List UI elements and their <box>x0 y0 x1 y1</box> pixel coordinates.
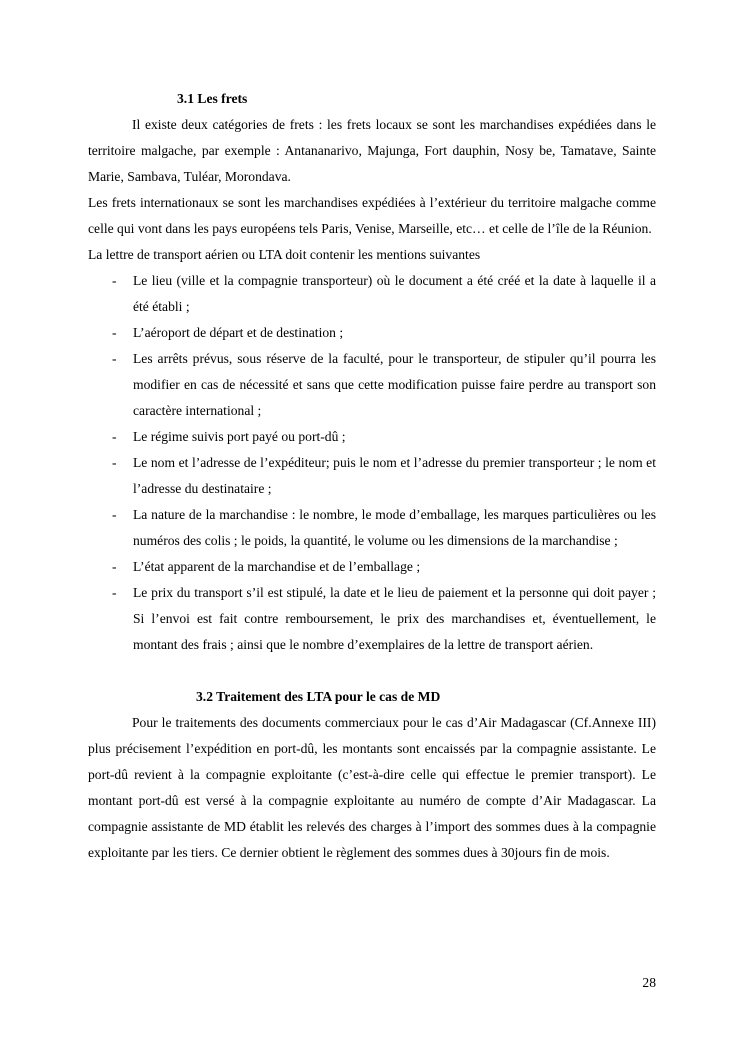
list-item-text: Le prix du transport s’il est stipulé, la date et le lieu de paiement et la personne qui doit payer ; Si l’envoi est fait contre remboursement, le prix des marchandises et, éventuellement, le montant des frais ; ainsi que le nombre d’exemplaires de la lettre de transport aérien. <box>133 585 656 652</box>
paragraph-frets-locaux: Il existe deux catégories de frets : les frets locaux se sont les marchandises expédiées dans le territoire malgache, par exemple : Antananarivo, Majunga, Fort dauphin, Nosy be, Tamatave, Sainte Marie, Sambava, Tuléar, Morondava. <box>88 117 656 184</box>
section-heading-traitement-lta: 3.2 Traitement des LTA pour le cas de MD <box>196 689 441 704</box>
bullet-dash: - <box>112 507 117 522</box>
list-item <box>88 346 656 424</box>
list-item-text: L’aéroport de départ et de destination ; <box>133 325 344 340</box>
bullet-dash: - <box>112 273 117 288</box>
list-item <box>88 450 656 502</box>
section-heading-frets: 3.1 Les frets <box>177 91 248 106</box>
list-item <box>88 554 656 580</box>
paragraph-lta-intro: La lettre de transport aérien ou LTA doit contenir les mentions suivantes <box>88 247 481 262</box>
bullet-dash: - <box>112 351 117 366</box>
paragraph-frets-internationaux: Les frets internationaux se sont les marchandises expédiées à l’extérieur du territoire malgache comme celle qui vont dans les pays européens tels Paris, Venise, Marseille, etc… et celle de l’île de la Réunion. <box>88 195 656 236</box>
bullet-dash: - <box>112 585 117 600</box>
list-item-text: Le nom et l’adresse de l’expéditeur; puis le nom et l’adresse du premier transporteur ; le nom et l’adresse du destinataire ; <box>133 455 656 496</box>
paragraph-traitement-lta: Pour le traitements des documents commerciaux pour le cas d’Air Madagascar (Cf.Annexe III) plus précisement l’expédition en port-dû, les montants sont encaissés par la compagnie assistante. Le port-dû revient à la compagnie exploitante (c’est-à-dire celle qui effectue le premier transport). Le montant port-dû est versé à la compagnie exploitante au numéro de compte d’Air Madagascar. La compagnie assistante de MD établit les relevés des charges à l’import des sommes dues à la compagnie exploitante par les tiers. Ce dernier obtient le règlement des sommes dues à 30jours fin de mois. <box>88 715 656 860</box>
list-item-text: La nature de la marchandise : le nombre, le mode d’emballage, les marques particulières ou les numéros des colis ; le poids, la quantité, le volume ou les dimensions de la marchandise ; <box>133 507 656 548</box>
list-item <box>88 320 656 346</box>
bullet-dash: - <box>112 455 117 470</box>
list-item <box>88 268 656 320</box>
lta-mentions-list <box>88 268 656 658</box>
list-item-text: L’état apparent de la marchandise et de l’emballage ; <box>133 559 421 574</box>
bullet-dash: - <box>112 559 117 574</box>
list-item <box>88 580 656 658</box>
list-item <box>88 502 656 554</box>
list-item-text: Le lieu (ville et la compagnie transporteur) où le document a été créé et la date à laquelle il a été établi ; <box>133 273 656 314</box>
document-page <box>88 86 656 866</box>
list-item-text: Les arrêts prévus, sous réserve de la faculté, pour le transporteur, de stipuler qu’il pourra les modifier en cas de nécessité et sans que cette modification puisse faire perdre au transport son caractère international ; <box>133 351 656 418</box>
section-spacer <box>88 658 656 684</box>
bullet-dash: - <box>112 429 117 444</box>
list-item <box>88 424 656 450</box>
page-number: 28 <box>642 975 656 990</box>
list-item-text: Le régime suivis port payé ou port-dû ; <box>133 429 346 444</box>
bullet-dash: - <box>112 325 117 340</box>
